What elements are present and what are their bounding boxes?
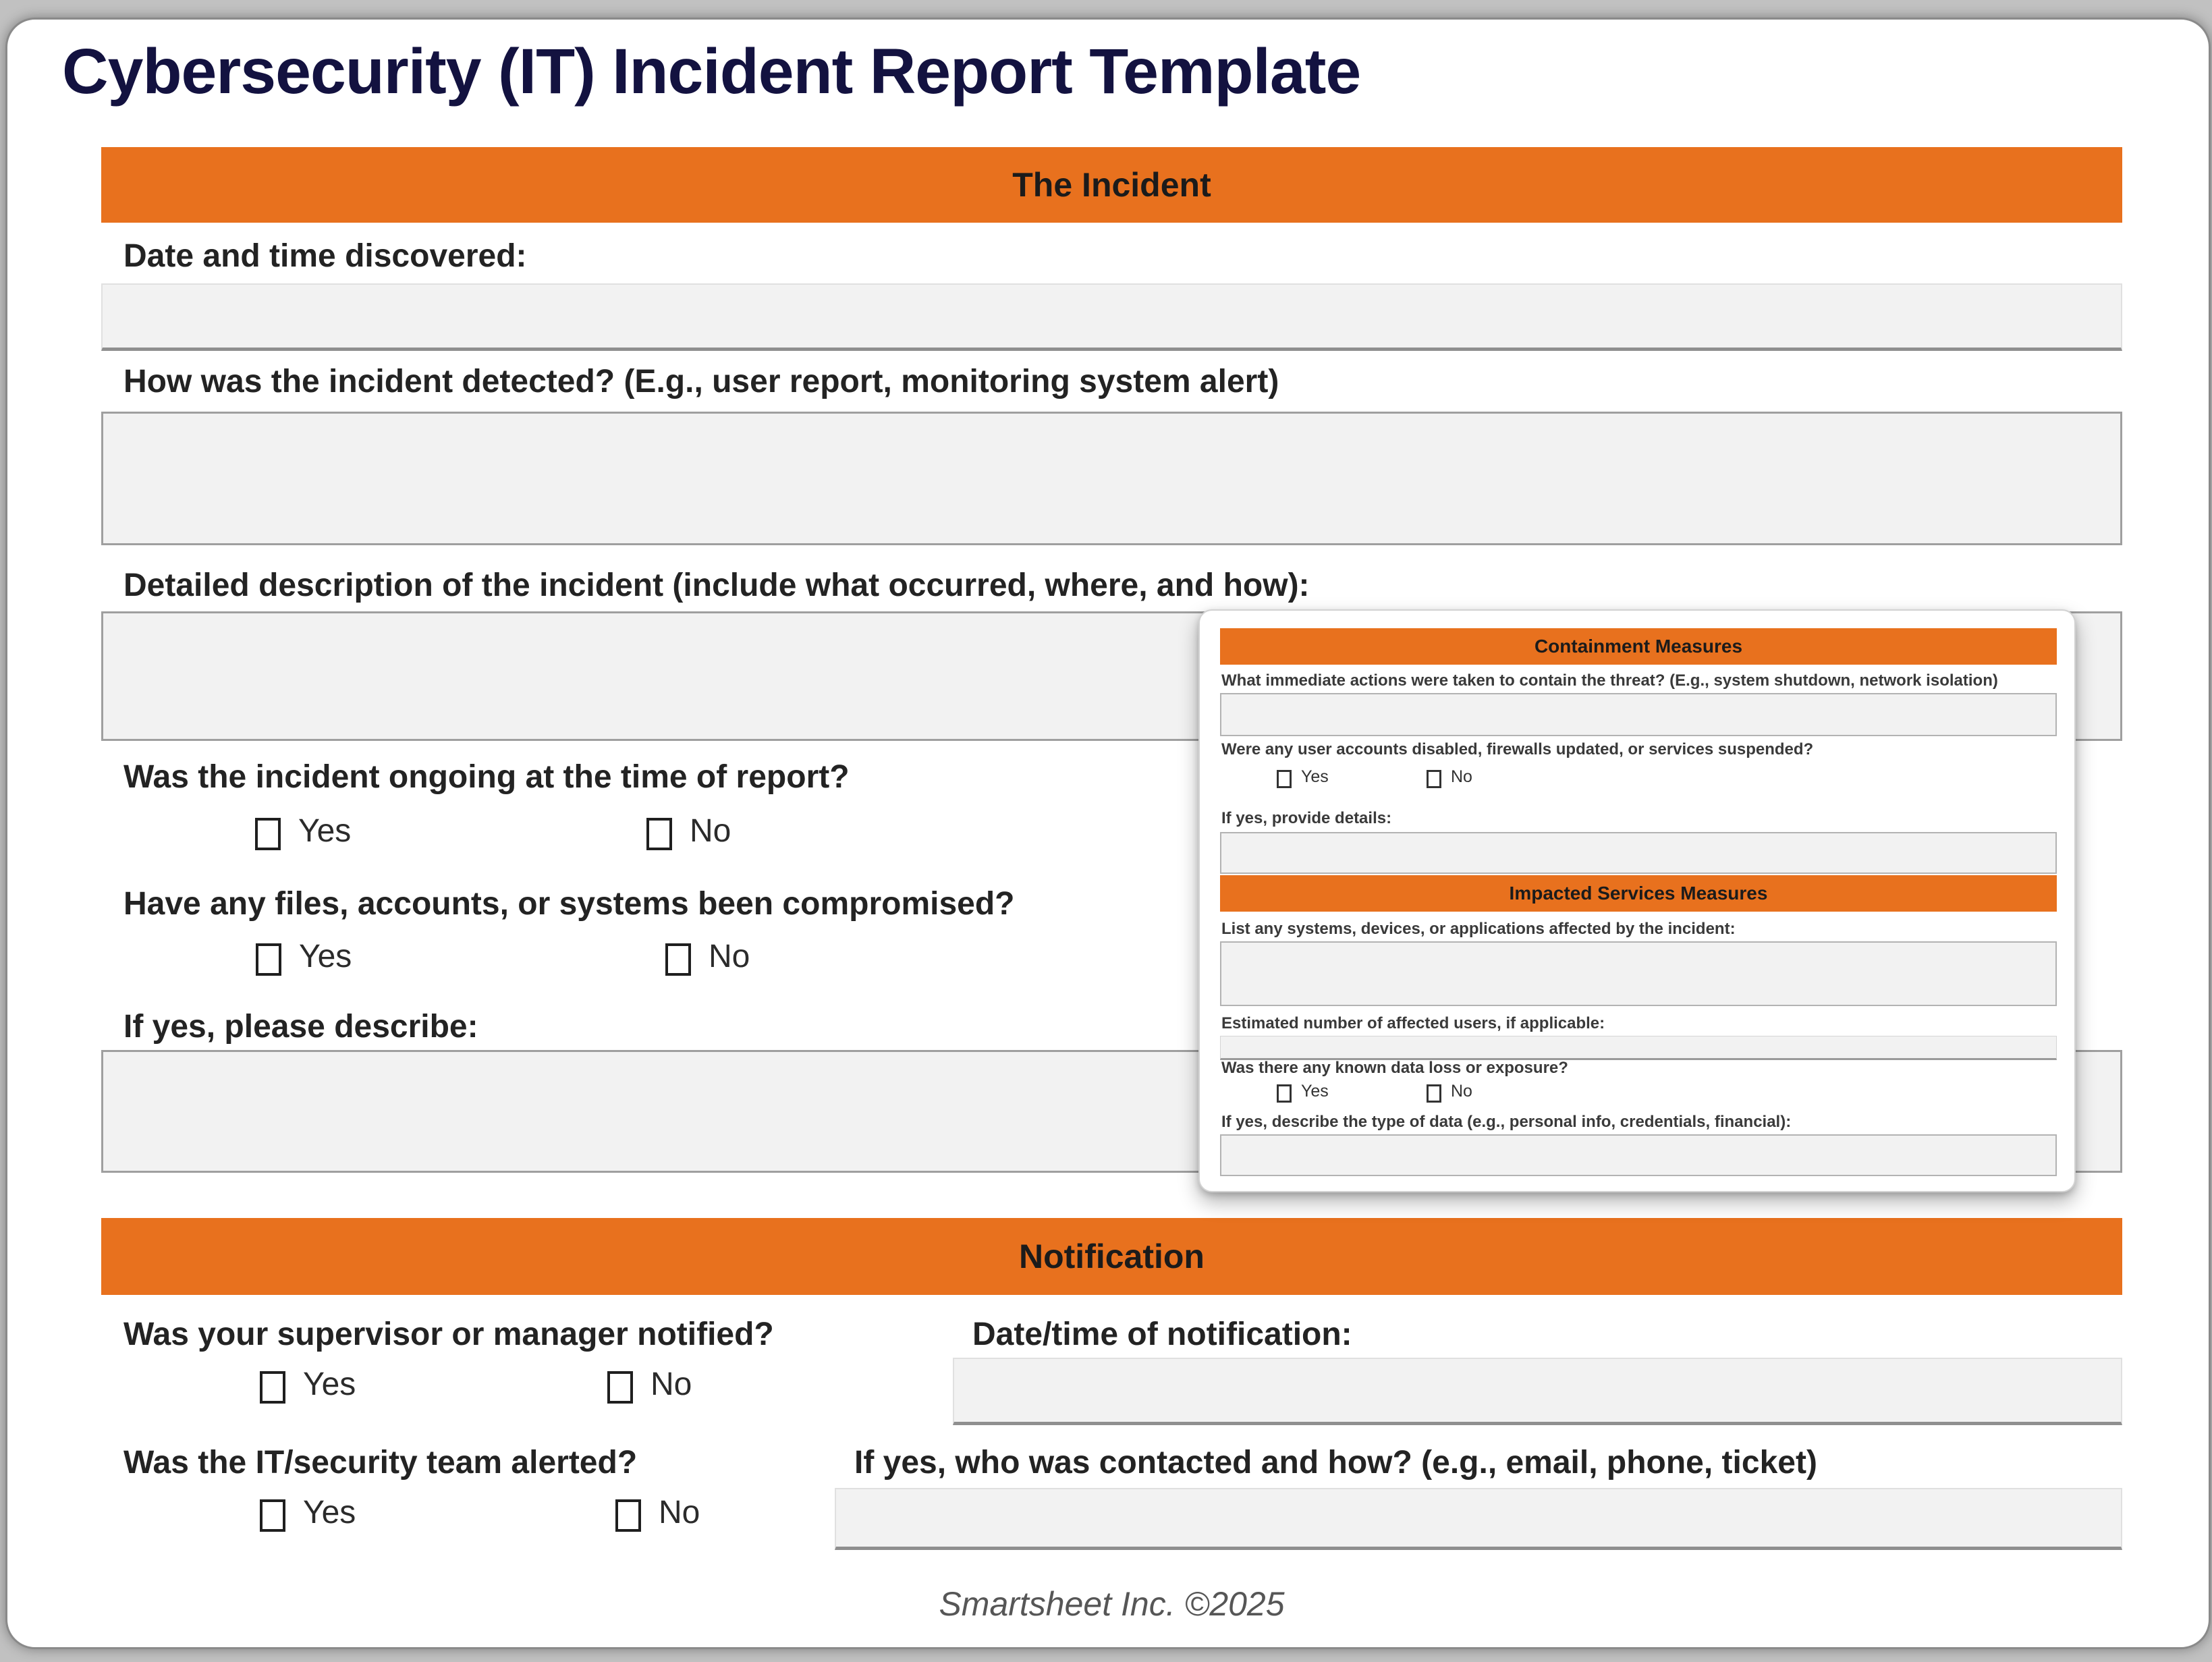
date-discovered-input[interactable] (101, 283, 2122, 351)
compromised-no-checkbox[interactable] (665, 943, 691, 976)
data-loss-no-checkbox[interactable] (1427, 1084, 1441, 1103)
data-type-textarea[interactable] (1220, 1134, 2057, 1176)
accounts-disabled-no-label: No (1451, 767, 1472, 786)
ongoing-question-label: Was the incident ongoing at the time of report? (123, 759, 850, 795)
if-yes-details-label: If yes, provide details: (1221, 809, 1392, 827)
immediate-actions-textarea[interactable] (1220, 693, 2057, 736)
data-loss-no-label: No (1451, 1082, 1472, 1101)
supervisor-yes-label: Yes (303, 1366, 356, 1402)
compromised-no-label: No (709, 939, 750, 974)
data-loss-yes-label: Yes (1301, 1082, 1329, 1101)
supervisor-notified-label: Was your supervisor or manager notified? (123, 1317, 774, 1352)
compromised-yes-label: Yes (299, 939, 352, 974)
immediate-actions-label: What immediate actions were taken to contain the threat? (E.g., system shutdown, network isolation) (1221, 671, 1998, 690)
ongoing-yes-checkbox[interactable] (255, 818, 281, 850)
ongoing-no-label: No (690, 813, 731, 849)
data-type-label: If yes, describe the type of data (e.g., personal info, credentials, financial): (1221, 1113, 1792, 1131)
it-team-yes-checkbox[interactable] (260, 1499, 285, 1532)
impacted-services-header: Impacted Services Measures (1509, 883, 1768, 904)
containment-measures-card (1198, 609, 2076, 1192)
document-page (5, 18, 2211, 1649)
notification-section-header-bar (101, 1218, 2122, 1295)
it-team-alerted-label: Was the IT/security team alerted? (123, 1445, 638, 1480)
estimated-users-label: Estimated number of affected users, if applicable: (1221, 1014, 1605, 1032)
detailed-description-label: Detailed description of the incident (include what occurred, where, and how): (123, 567, 1310, 603)
if-yes-details-textarea[interactable] (1220, 832, 2057, 874)
accounts-disabled-yes-checkbox[interactable] (1277, 770, 1292, 788)
notification-section-header: Notification (1019, 1238, 1205, 1275)
incident-section-header: The Incident (1012, 166, 1211, 204)
if-yes-describe-label: If yes, please describe: (123, 1009, 478, 1045)
date-discovered-label: Date and time discovered: (123, 238, 527, 274)
datetime-notification-label: Date/time of notification: (972, 1317, 1352, 1352)
how-detected-label: How was the incident detected? (E.g., user report, monitoring system alert) (123, 364, 1279, 399)
estimated-users-input[interactable] (1220, 1036, 2057, 1060)
containment-header: Containment Measures (1534, 636, 1743, 657)
who-contacted-input[interactable] (835, 1488, 2122, 1550)
accounts-disabled-yes-label: Yes (1301, 767, 1329, 786)
data-loss-yes-checkbox[interactable] (1277, 1084, 1292, 1103)
it-team-no-label: No (659, 1495, 700, 1530)
data-loss-label: Was there any known data loss or exposure? (1221, 1059, 1568, 1077)
systems-affected-label: List any systems, devices, or applications affected by the incident: (1221, 920, 1736, 938)
containment-header-bar (1220, 628, 2057, 665)
ongoing-no-checkbox[interactable] (646, 818, 672, 850)
accounts-disabled-no-checkbox[interactable] (1427, 770, 1441, 788)
page-title: Cybersecurity (IT) Incident Report Template (62, 36, 1361, 107)
ongoing-yes-label: Yes (298, 813, 352, 849)
impacted-services-header-bar (1220, 875, 2057, 912)
footer-copyright: Smartsheet Inc. ©2025 (939, 1585, 1285, 1623)
how-detected-textarea[interactable] (101, 412, 2122, 545)
it-team-no-checkbox[interactable] (615, 1499, 641, 1532)
it-team-yes-label: Yes (303, 1495, 356, 1530)
supervisor-yes-checkbox[interactable] (260, 1371, 285, 1404)
datetime-notification-input[interactable] (953, 1358, 2122, 1425)
incident-section-header-bar (101, 147, 2122, 223)
who-contacted-label: If yes, who was contacted and how? (e.g., email, phone, ticket) (854, 1445, 1817, 1480)
accounts-disabled-label: Were any user accounts disabled, firewalls updated, or services suspended? (1221, 740, 1814, 758)
supervisor-no-checkbox[interactable] (607, 1371, 633, 1404)
compromised-yes-checkbox[interactable] (256, 943, 281, 976)
supervisor-no-label: No (651, 1366, 692, 1402)
document-content (5, 18, 2211, 1649)
systems-affected-textarea[interactable] (1220, 941, 2057, 1006)
compromised-question-label: Have any files, accounts, or systems been compromised? (123, 886, 1015, 922)
